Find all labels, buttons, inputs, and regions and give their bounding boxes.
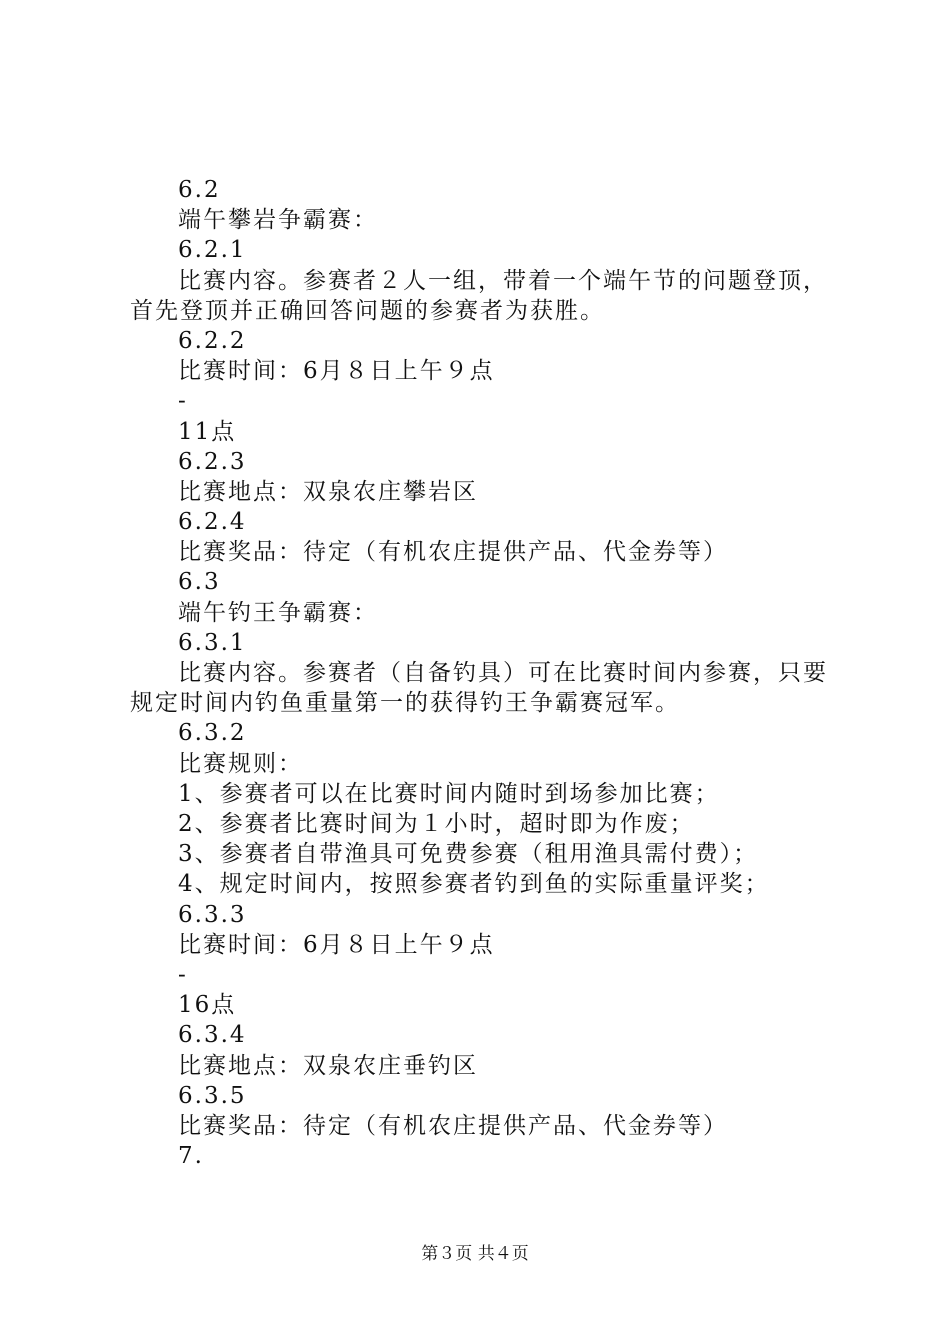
section-number: 7.	[178, 1143, 204, 1170]
section-number: 6.3.1	[178, 629, 247, 656]
section-heading: 端午攀岩争霸赛：	[178, 207, 378, 234]
paragraph: 比赛时间：6月８日上午９点	[178, 358, 495, 385]
section-number: 6.2	[178, 177, 221, 203]
section-number: 6.3.5	[178, 1082, 247, 1109]
paragraph: 比赛规则：	[178, 750, 303, 777]
list-item: 4、规定时间内，按照参赛者钓到鱼的实际重量评奖；	[178, 871, 770, 898]
paragraph: 比赛时间：6月８日上午９点	[178, 931, 495, 958]
section-heading: 端午钓王争霸赛：	[178, 599, 378, 626]
paragraph: 11点	[178, 418, 237, 445]
paragraph: 比赛内容。参赛者２人一组，带着一个端午节的问题登顶，首先登顶并正确回答问题的参赛者为获胜。	[130, 267, 828, 324]
list-item: 1、参赛者可以在比赛时间内随时到场参加比赛；	[178, 780, 720, 807]
paragraph: 比赛奖品：待定（有机农庄提供产品、代金券等）	[178, 539, 728, 566]
paragraph: 比赛地点：双泉农庄垂钓区	[178, 1052, 478, 1079]
section-number: 6.3.4	[178, 1022, 247, 1049]
section-number: 6.3.2	[178, 720, 247, 747]
paragraph: -	[178, 961, 188, 988]
document-body	[130, 175, 850, 1171]
section-number: 6.2.1	[178, 237, 247, 264]
section-number: 6.3	[178, 569, 221, 596]
section-number: 6.2.4	[178, 509, 247, 536]
list-item: 3、参赛者自带渔具可免费参赛（租用渔具需付费）；	[178, 841, 759, 868]
paragraph: 16点	[178, 992, 237, 1019]
page-footer: 第３页 共４页	[421, 1244, 529, 1264]
paragraph: 比赛地点：双泉农庄攀岩区	[178, 478, 478, 505]
section-number: 6.3.3	[178, 901, 247, 928]
list-item: 2、参赛者比赛时间为１小时，超时即为作废；	[178, 811, 695, 837]
paragraph: -	[178, 388, 188, 415]
paragraph: 比赛奖品：待定（有机农庄提供产品、代金券等）	[178, 1112, 728, 1139]
paragraph: 比赛内容。参赛者（自备钓具）可在比赛时间内参赛，只要规定时间内钓鱼重量第一的获得钓王争霸赛冠军。	[130, 660, 828, 717]
section-number: 6.2.2	[178, 327, 247, 354]
section-number: 6.2.3	[178, 448, 247, 475]
